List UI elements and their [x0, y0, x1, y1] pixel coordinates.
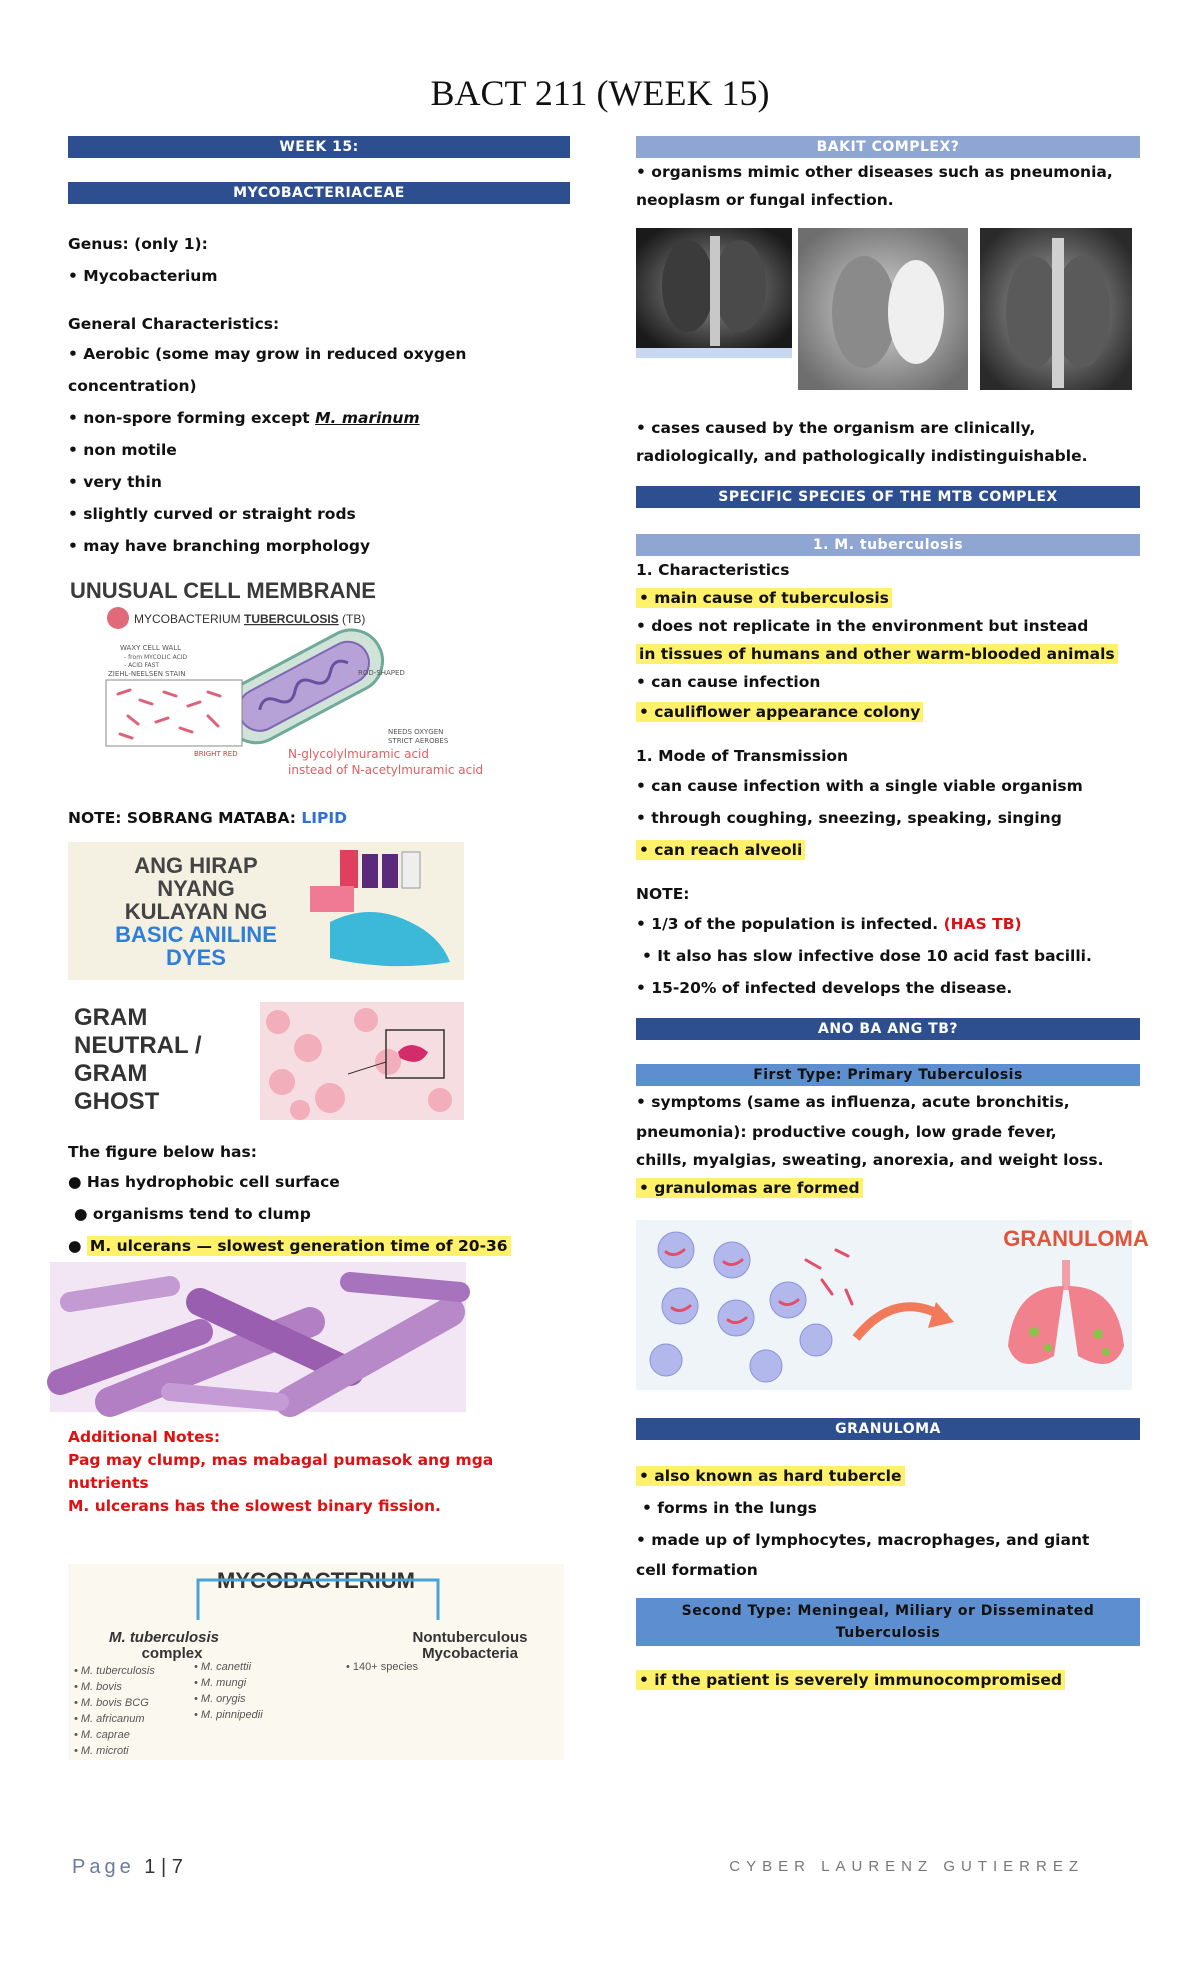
right-column	[636, 136, 1149, 1696]
characteristics-heading: 1. Characteristics	[636, 561, 790, 579]
page-number: Page 1 | 7	[72, 1856, 183, 1878]
dyes-line-1: ANG HIRAP	[134, 853, 258, 878]
dyes-line-3: KULAYAN NG	[124, 899, 268, 924]
char-tissues	[636, 640, 1140, 668]
genus-heading: Genus: (only 1):	[68, 235, 208, 253]
figure-point-1: ● Has hydrophobic cell surface	[68, 1173, 340, 1191]
species-item: • 140+ species	[346, 1661, 419, 1673]
figure-heading: The figure below has:	[68, 1143, 257, 1161]
char-cauliflower	[636, 696, 1140, 728]
general-characteristics-heading: General Characteristics:	[68, 315, 280, 333]
page-current: 1	[144, 1856, 156, 1878]
gram-line-2: NEUTRAL /	[74, 1032, 202, 1059]
cases-line-1: • cases caused by the organism are clinically,	[636, 419, 1036, 437]
tb-bacterium-diagram	[68, 576, 508, 788]
membrane-sub: MYCOBACTERIUM TUBERCULOSIS (TB)	[134, 612, 366, 626]
stain-bottles-icon	[68, 842, 464, 980]
label-rod: ROD-SHAPED	[358, 669, 405, 677]
classification-heading: MYCOBACTERIUM	[217, 1568, 415, 1593]
label-ziehl: ZIEHL-NEELSEN STAIN	[108, 670, 186, 678]
note-lipid-text: NOTE: SOBRANG MATABA:	[68, 809, 302, 827]
granuloma-illustration	[636, 1220, 1149, 1390]
figure-point-2-text: organisms tend to clump	[92, 1205, 311, 1223]
note-1	[636, 908, 1140, 940]
gram-ghost-figure	[68, 1002, 464, 1120]
second-1-text: • if the patient is severely immunocompromised	[636, 1670, 1065, 1690]
section-bar-week: WEEK 15:	[68, 136, 570, 158]
membrane-heading: UNUSUAL CELL MEMBRANE	[70, 578, 376, 603]
primary-4	[636, 1174, 1140, 1202]
primary-3: chills, myalgias, sweating, anorexia, and weight loss.	[636, 1151, 1104, 1169]
granuloma-2: • forms in the lungs	[642, 1499, 817, 1517]
species-item: • M. bovis	[74, 1681, 122, 1693]
species-item: • M. microti	[74, 1745, 129, 1757]
section-bar-granuloma: GRANULOMA	[636, 1418, 1140, 1440]
label-waxy-3: - ACID FAST	[124, 662, 160, 669]
section-bar-mycobacteriaceae: MYCOBACTERIACEAE	[68, 182, 570, 204]
label-aerobes: STRICT AEROBES	[388, 737, 449, 745]
section-bar-species: SPECIFIC SPECIES OF THE MTB COMPLEX	[636, 486, 1140, 508]
mode-1: • can cause infection with a single viable organism	[636, 777, 1083, 795]
note-3: • 15-20% of infected develops the disease.	[636, 979, 1013, 997]
label-waxy: WAXY CELL WALL	[120, 644, 182, 652]
granuloma-figure	[636, 1220, 1149, 1390]
label-waxy-2: - from MYCOLIC ACID	[124, 654, 188, 661]
gen-spore	[68, 402, 570, 434]
classification-tree	[68, 1564, 564, 1760]
label-oxygen: NEEDS OXYGEN	[388, 728, 444, 736]
gen-aerobic-cont: concentration)	[68, 377, 197, 395]
species-item: • M. orygis	[194, 1693, 246, 1705]
label-bright-red: BRIGHT RED	[194, 750, 238, 758]
granuloma-4: cell formation	[636, 1561, 758, 1579]
primary-1: • symptoms (same as influenza, acute bronchitis,	[636, 1093, 1070, 1111]
gen-aerobic: • Aerobic (some may grow in reduced oxygen	[68, 345, 467, 363]
section-bar-primary: First Type: Primary Tuberculosis	[636, 1064, 1140, 1086]
m-marinum: M. marinum	[315, 409, 420, 427]
figure-point-1-text: Has hydrophobic cell surface	[86, 1173, 340, 1191]
left-column	[68, 136, 570, 1760]
note-lipid	[68, 802, 570, 834]
char-main-cause	[636, 584, 1140, 612]
genus-item: • Mycobacterium	[68, 267, 218, 285]
page-total: 7	[171, 1856, 183, 1878]
char-cauliflower-text: • cauliflower appearance colony	[636, 702, 923, 722]
section-bar-bakit: BAKIT COMPLEX?	[636, 136, 1140, 158]
purple-rods-icon	[50, 1262, 466, 1412]
ntm-heading-1: Nontuberculous	[412, 1629, 528, 1646]
gram-line-4: GHOST	[74, 1088, 160, 1115]
document-title: BACT 211 (WEEK 15)	[430, 73, 770, 113]
char-main-cause-text: • main cause of tuberculosis	[636, 588, 892, 608]
gen-branching: • may have branching morphology	[68, 537, 371, 555]
gram-line-1: GRAM	[74, 1004, 148, 1031]
bakit-line-1: • organisms mimic other diseases such as pneumonia,	[636, 163, 1113, 181]
gen-rods: • slightly curved or straight rods	[68, 505, 356, 523]
note-1-text: • 1/3 of the population is infected.	[636, 915, 944, 933]
complex-heading-1: M. tuberculosis	[108, 1629, 220, 1646]
cases-line-2: radiologically, and pathologically indistinguishable.	[636, 447, 1088, 465]
page-prefix: Page	[72, 1856, 135, 1878]
gram-line-3: GRAM	[74, 1060, 148, 1087]
primary-4-text: • granulomas are formed	[636, 1178, 863, 1198]
granuloma-image-label: GRANULOMA	[1003, 1226, 1149, 1251]
species-item: • M. canettii	[194, 1661, 252, 1673]
dyes-line-5: DYES	[166, 945, 226, 970]
gen-spore-text: • non-spore forming except	[68, 409, 316, 427]
section-bar-second: Second Type: Meningeal, Miliary or Disseminated Tuberculosis	[636, 1598, 1140, 1646]
gen-motile: • non motile	[68, 441, 177, 459]
chest-xray-images	[636, 228, 1140, 390]
second-1	[636, 1664, 1140, 1696]
char-infection: • can cause infection	[636, 673, 821, 691]
species-item: • M. africanum	[74, 1713, 145, 1725]
section-bar-ano: ANO BA ANG TB?	[636, 1018, 1140, 1040]
complex-heading-2: complex	[141, 1645, 203, 1662]
additional-note-1-cont: nutrients	[68, 1474, 149, 1492]
granuloma-1-text: • also known as hard tubercle	[636, 1466, 905, 1486]
figure-point-2: ● organisms tend to clump	[74, 1205, 311, 1223]
note-2: • It also has slow infective dose 10 acid fast bacilli.	[642, 947, 1092, 965]
note-heading: NOTE:	[636, 885, 690, 903]
mycobacterium-classification-figure	[68, 1564, 564, 1760]
ntm-heading-2: Mycobacteria	[422, 1645, 518, 1662]
dyes-line-4: BASIC ANILINE	[115, 922, 277, 947]
author-name: CYBER LAURENZ GUTIERREZ	[729, 1858, 1084, 1875]
dyes-line-2: NYANG	[157, 876, 235, 901]
mode-heading: 1. Mode of Transmission	[636, 747, 849, 765]
additional-notes-heading: Additional Notes:	[68, 1428, 221, 1446]
rx-logo-icon	[107, 607, 129, 629]
label-n-glycolyl: N-glycolylmuramic acid	[288, 747, 429, 761]
char-tissues-text: in tissues of humans and other warm-blooded animals	[636, 644, 1118, 664]
aniline-dyes-figure	[68, 842, 464, 980]
char-replicate: • does not replicate in the environment but instead	[636, 617, 1089, 635]
additional-notes	[68, 1426, 570, 1518]
additional-note-2: M. ulcerans has the slowest binary fission.	[68, 1497, 441, 1515]
figure-point-3: ● M. ulcerans — slowest generation time of 20-36	[68, 1230, 570, 1262]
bakit-line-2: neoplasm or fungal infection.	[636, 191, 894, 209]
granuloma-1	[636, 1460, 1140, 1492]
additional-note-1: Pag may clump, mas mabagal pumasok ang mga	[68, 1451, 494, 1469]
species-item: • M. caprae	[74, 1729, 130, 1741]
primary-2: pneumonia): productive cough, low grade fever,	[636, 1123, 1057, 1141]
granuloma-3: • made up of lymphocytes, macrophages, and giant	[636, 1531, 1090, 1549]
figure-point-3-text: M. ulcerans — slowest generation time of 20-36	[87, 1236, 511, 1256]
species-item: • M. bovis BCG	[74, 1697, 149, 1709]
section-bar-mtb: 1. M. tuberculosis	[636, 534, 1140, 556]
m-ulcerans-figure	[50, 1262, 466, 1412]
has-tb: (HAS TB)	[943, 915, 1022, 933]
mode-3	[636, 834, 1140, 866]
mode-2: • through coughing, sneezing, speaking, singing	[636, 809, 1062, 827]
label-n-acetyl: instead of N-acetylmuramic acid	[288, 763, 484, 777]
species-item: • M. pinnipedii	[194, 1709, 263, 1721]
chest-xray-row	[636, 228, 1140, 390]
species-item: • M. tuberculosis	[74, 1665, 155, 1677]
mode-3-text: • can reach alveoli	[636, 840, 805, 860]
cell-membrane-figure	[68, 576, 508, 788]
species-item: • M. mungi	[194, 1677, 247, 1689]
lipid-word: LIPID	[301, 809, 347, 827]
gen-thin: • very thin	[68, 473, 162, 491]
micrograph-icon	[68, 1002, 464, 1120]
